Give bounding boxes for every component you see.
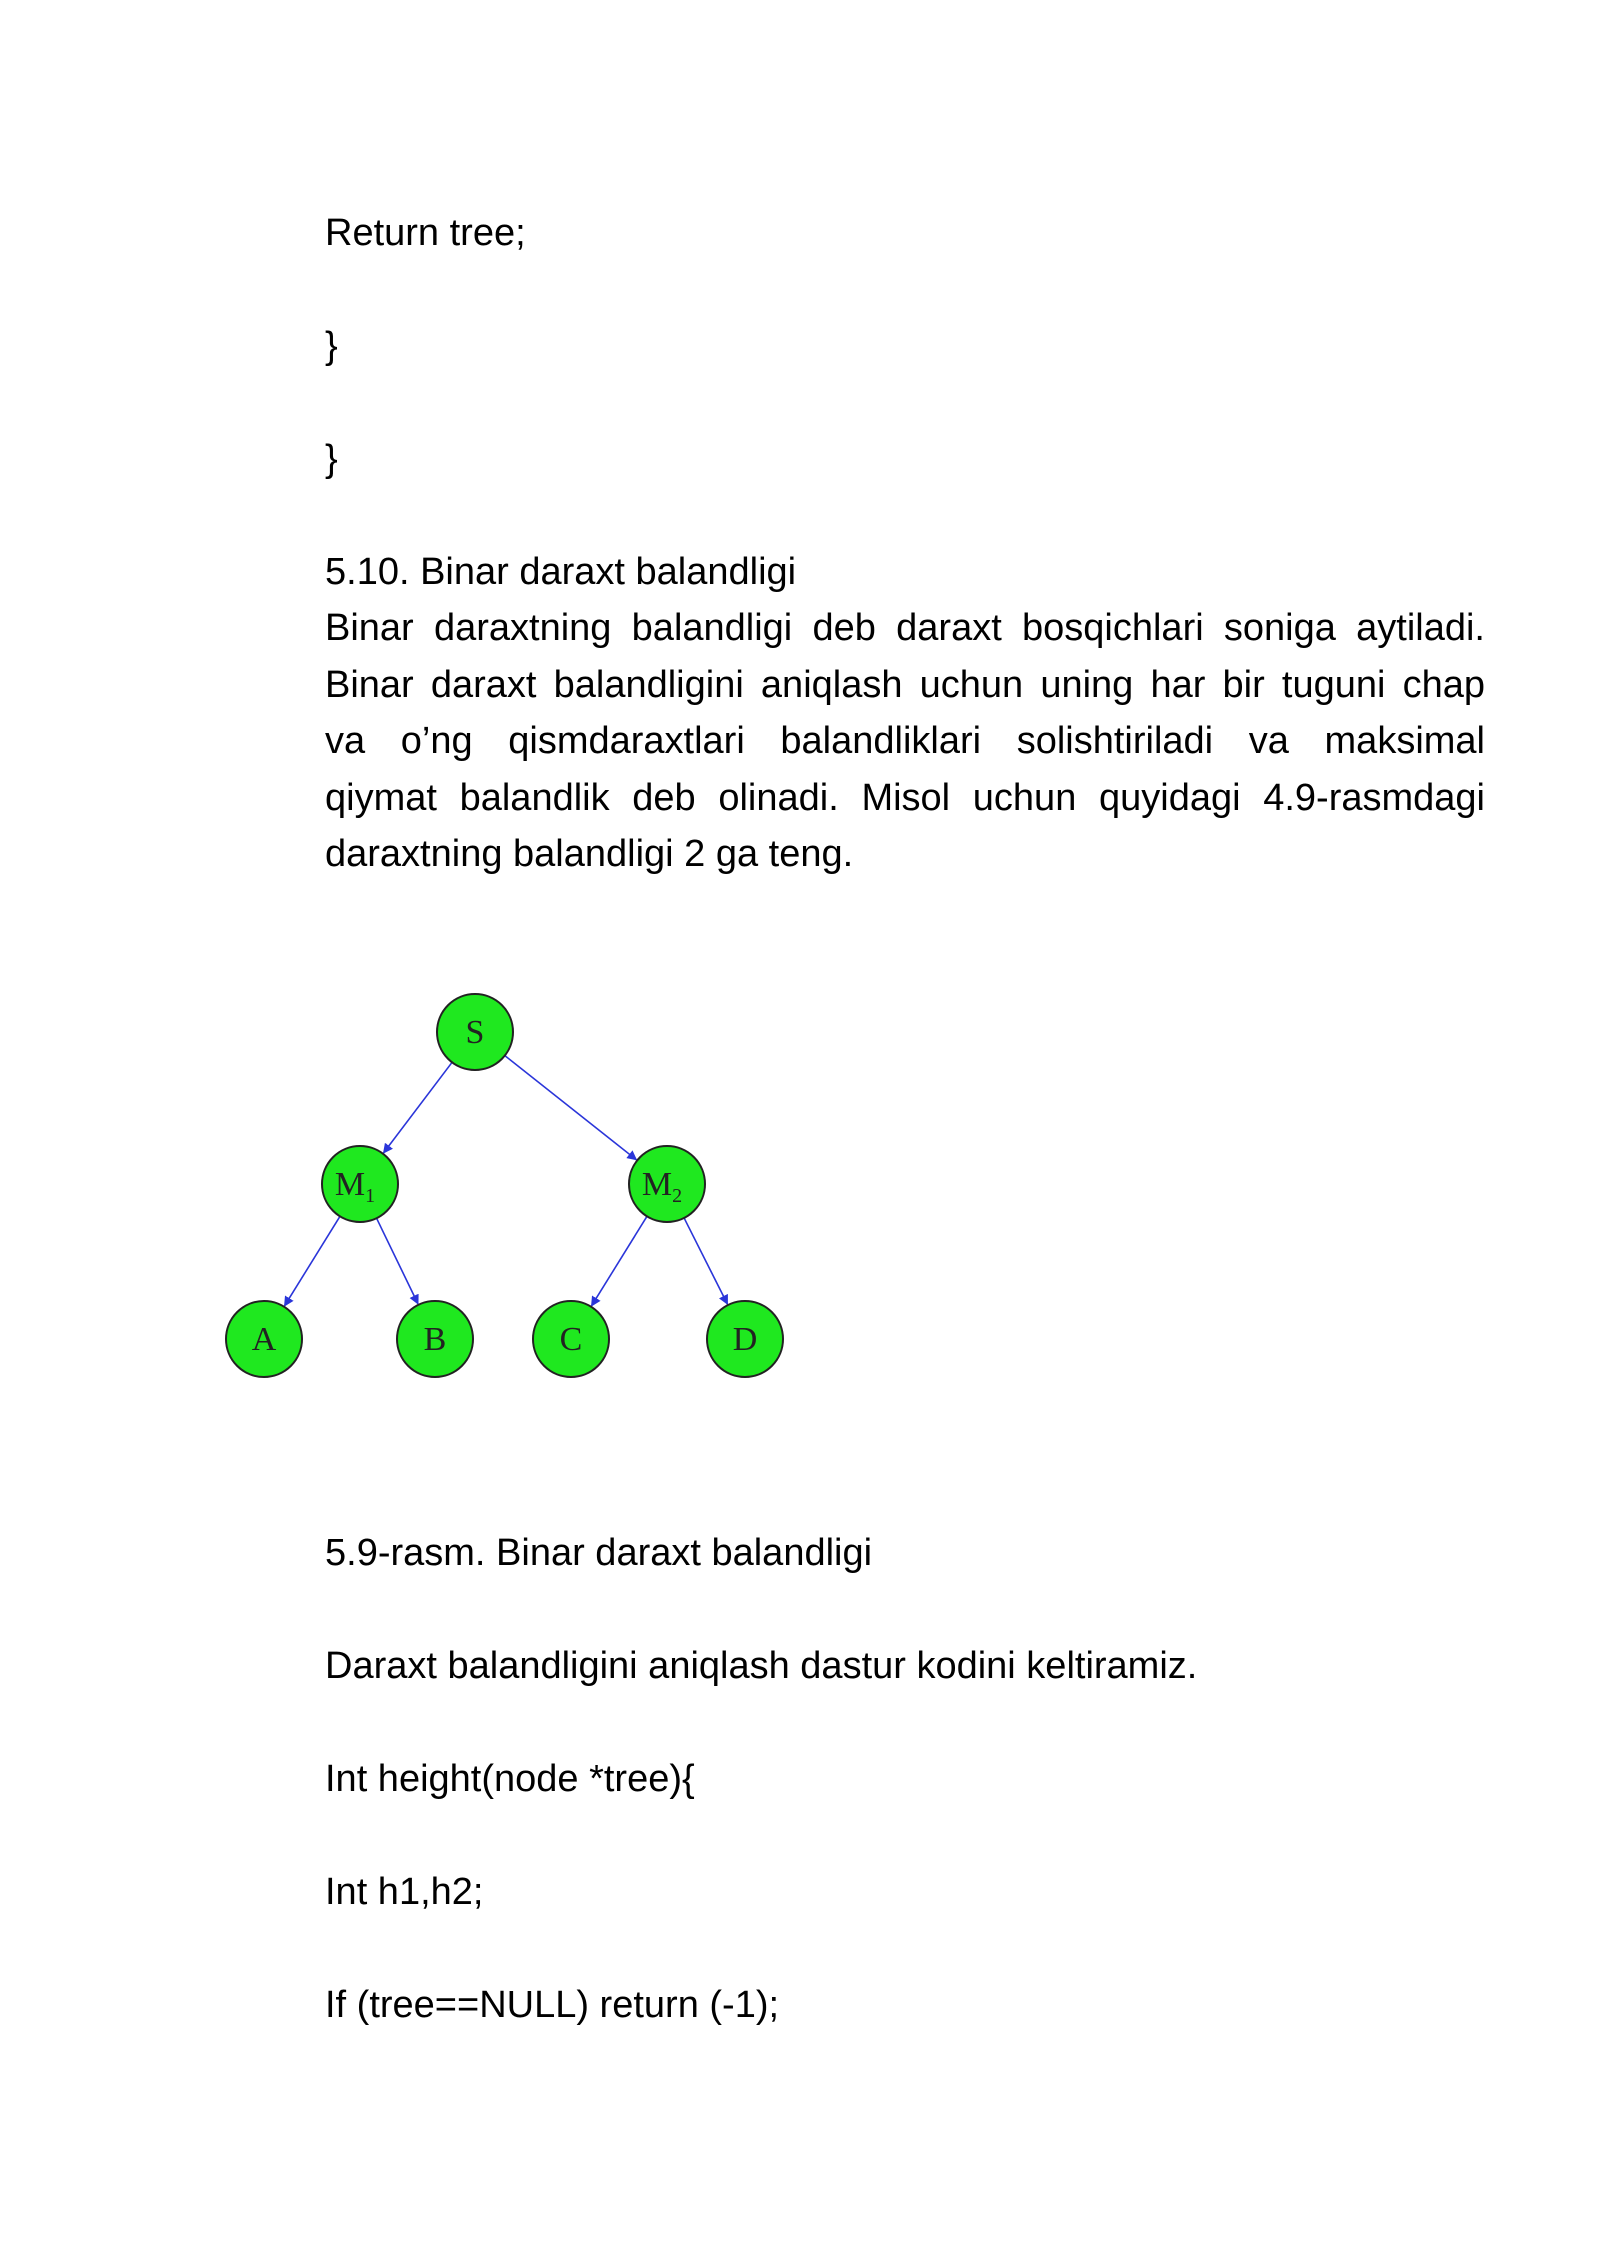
tree-node-label: C	[559, 1321, 583, 1358]
intro-text: Daraxt balandligini aniqlash dastur kodini keltiramiz.	[325, 1645, 1198, 1687]
code-line-declaration: Int h1,h2;	[325, 1871, 484, 1913]
paragraph-line: Binar daraxt balandligini aniqlash uchun uning har bir tuguni chap	[325, 663, 1485, 706]
tree-edge-m1-a	[285, 1216, 340, 1306]
code-line-return: Return tree;	[325, 212, 526, 254]
tree-node-label: $M_2$	[641, 1166, 683, 1207]
tree-node-subscript: 2	[672, 1185, 683, 1207]
code-line-function: Int height(node *tree){	[325, 1758, 695, 1800]
tree-node-c	[533, 1301, 609, 1377]
tree-edge-s-m2	[505, 1056, 637, 1160]
tree-nodes	[226, 994, 783, 1377]
body-paragraph	[325, 600, 1485, 883]
tree-edge-m1-b	[377, 1218, 418, 1304]
tree-node-a	[226, 1301, 302, 1377]
code-line-brace: }	[325, 438, 338, 480]
tree-node-label: A	[251, 1321, 277, 1358]
tree-node-subscript: 1	[365, 1185, 376, 1207]
paragraph-line: qiymat balandlik deb olinadi. Misol uchun quyidagi 4.9-rasmdagi	[325, 776, 1485, 819]
tree-node-label: S	[465, 1014, 485, 1051]
tree-node-label: $M_1$	[334, 1166, 376, 1207]
section-heading: 5.10. Binar daraxt balandligi	[325, 551, 797, 593]
tree-edge-m2-d	[684, 1218, 727, 1304]
paragraph-line: Binar daraxtning balandligi deb daraxt bosqichlari soniga aytiladi.	[325, 607, 1485, 649]
tree-node-d	[707, 1301, 783, 1377]
paragraph-line: daraxtning balandligi 2 ga teng.	[325, 833, 854, 875]
tree-edge-m2-c	[592, 1216, 647, 1306]
figure-caption: 5.9-rasm. Binar daraxt balandligi	[325, 1532, 873, 1574]
code-line-condition: If (tree==NULL) return (-1);	[325, 1984, 780, 2026]
tree-node-m2	[629, 1146, 705, 1222]
tree-node-b	[397, 1301, 473, 1377]
paragraph-line: va o’ng qismdaraxtlari balandliklari solishtiriladi va maksimal	[325, 720, 1485, 762]
tree-node-label: B	[423, 1321, 447, 1358]
tree-node-s	[437, 994, 513, 1070]
binary-tree-diagram	[222, 992, 822, 1412]
tree-node-m1	[322, 1146, 398, 1222]
code-line-brace: }	[325, 325, 338, 367]
tree-node-label: D	[732, 1321, 758, 1358]
tree-edge-s-m1	[384, 1062, 453, 1153]
